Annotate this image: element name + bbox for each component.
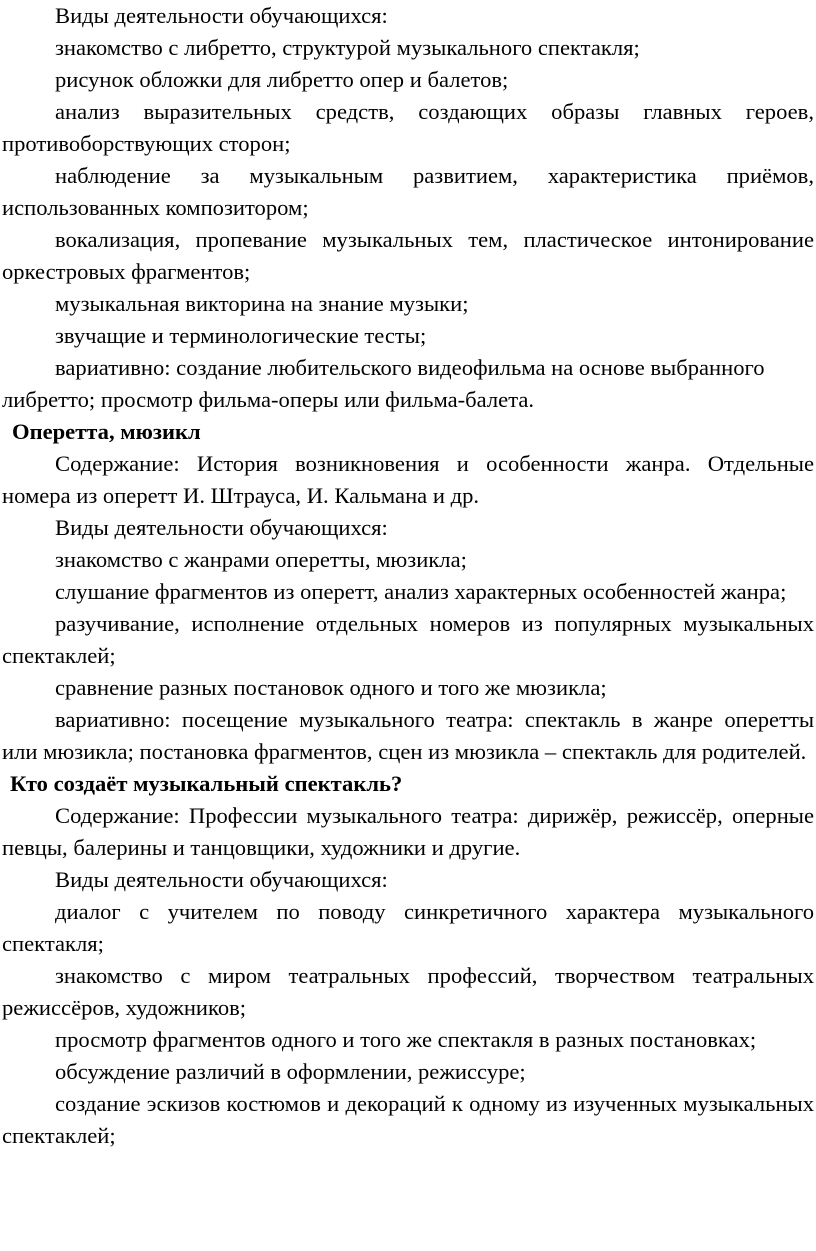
activity-item: анализ выразительных средств, создающих образы главных героев, противоборствующих сторон; (2, 99, 814, 156)
activity-item: вокализация, пропевание музыкальных тем, пластическое интонирование оркестровых фрагментов; (2, 227, 814, 284)
activity-item: вариативно: посещение музыкального театра: спектакль в жанре оперетты или мюзикла; постановка фрагментов, сцен из мюзикла – спектакль для родителей. (2, 707, 814, 764)
activity-item: обсуждение различий в оформлении, режиссуре; (55, 1059, 526, 1084)
section-heading-who-creates: Кто создаёт музыкальный спектакль? (10, 771, 403, 796)
activity-item: звучащие и терминологические тесты; (55, 323, 427, 348)
activity-item: диалог с учителем по поводу синкретичного характера музыкального спектакля; (2, 899, 814, 956)
activity-item: музыкальная викторина на знание музыки; (55, 291, 469, 316)
activity-item: разучивание, исполнение отдельных номеров из популярных музыкальных спектаклей; (2, 611, 814, 668)
section-content: Содержание: История возникновения и особенности жанра. Отдельные номера из оперетт И. Штрауса, И. Кальмана и др. (2, 451, 814, 508)
document-page (2, 0, 814, 1152)
section-content: Содержание: Профессии музыкального театра: дирижёр, режиссёр, оперные певцы, балерины и танцовщики, художники и другие. (2, 803, 814, 860)
activities-title: Виды деятельности обучающихся: (55, 3, 388, 28)
activity-item: знакомство с либретто, структурой музыкального спектакля; (55, 35, 640, 60)
section-heading-operetta: Оперетта, мюзикл (12, 419, 201, 444)
activity-item: сравнение разных постановок одного и того же мюзикла; (55, 675, 607, 700)
activities-title: Виды деятельности обучающихся: (55, 867, 388, 892)
activity-item: знакомство с миром театральных профессий, творчеством театральных режиссёров, художников; (2, 963, 814, 1020)
activities-title: Виды деятельности обучающихся: (55, 515, 388, 540)
activity-item: создание эскизов костюмов и декораций к одному из изученных музыкальных спектаклей; (2, 1091, 814, 1148)
activity-item: рисунок обложки для либретто опер и балетов; (55, 67, 509, 92)
activity-item: знакомство с жанрами оперетты, мюзикла; (55, 547, 467, 572)
activity-item: наблюдение за музыкальным развитием, характеристика приёмов, использованных композитором; (2, 163, 814, 220)
activity-item: вариативно: создание любительского видеофильма на основе выбранного либретто; просмотр фильма-оперы или фильма-балета. (2, 355, 765, 412)
activity-item: слушание фрагментов из оперетт, анализ характерных особенностей жанра; (55, 579, 787, 604)
activity-item: просмотр фрагментов одного и того же спектакля в разных постановках; (55, 1027, 757, 1052)
